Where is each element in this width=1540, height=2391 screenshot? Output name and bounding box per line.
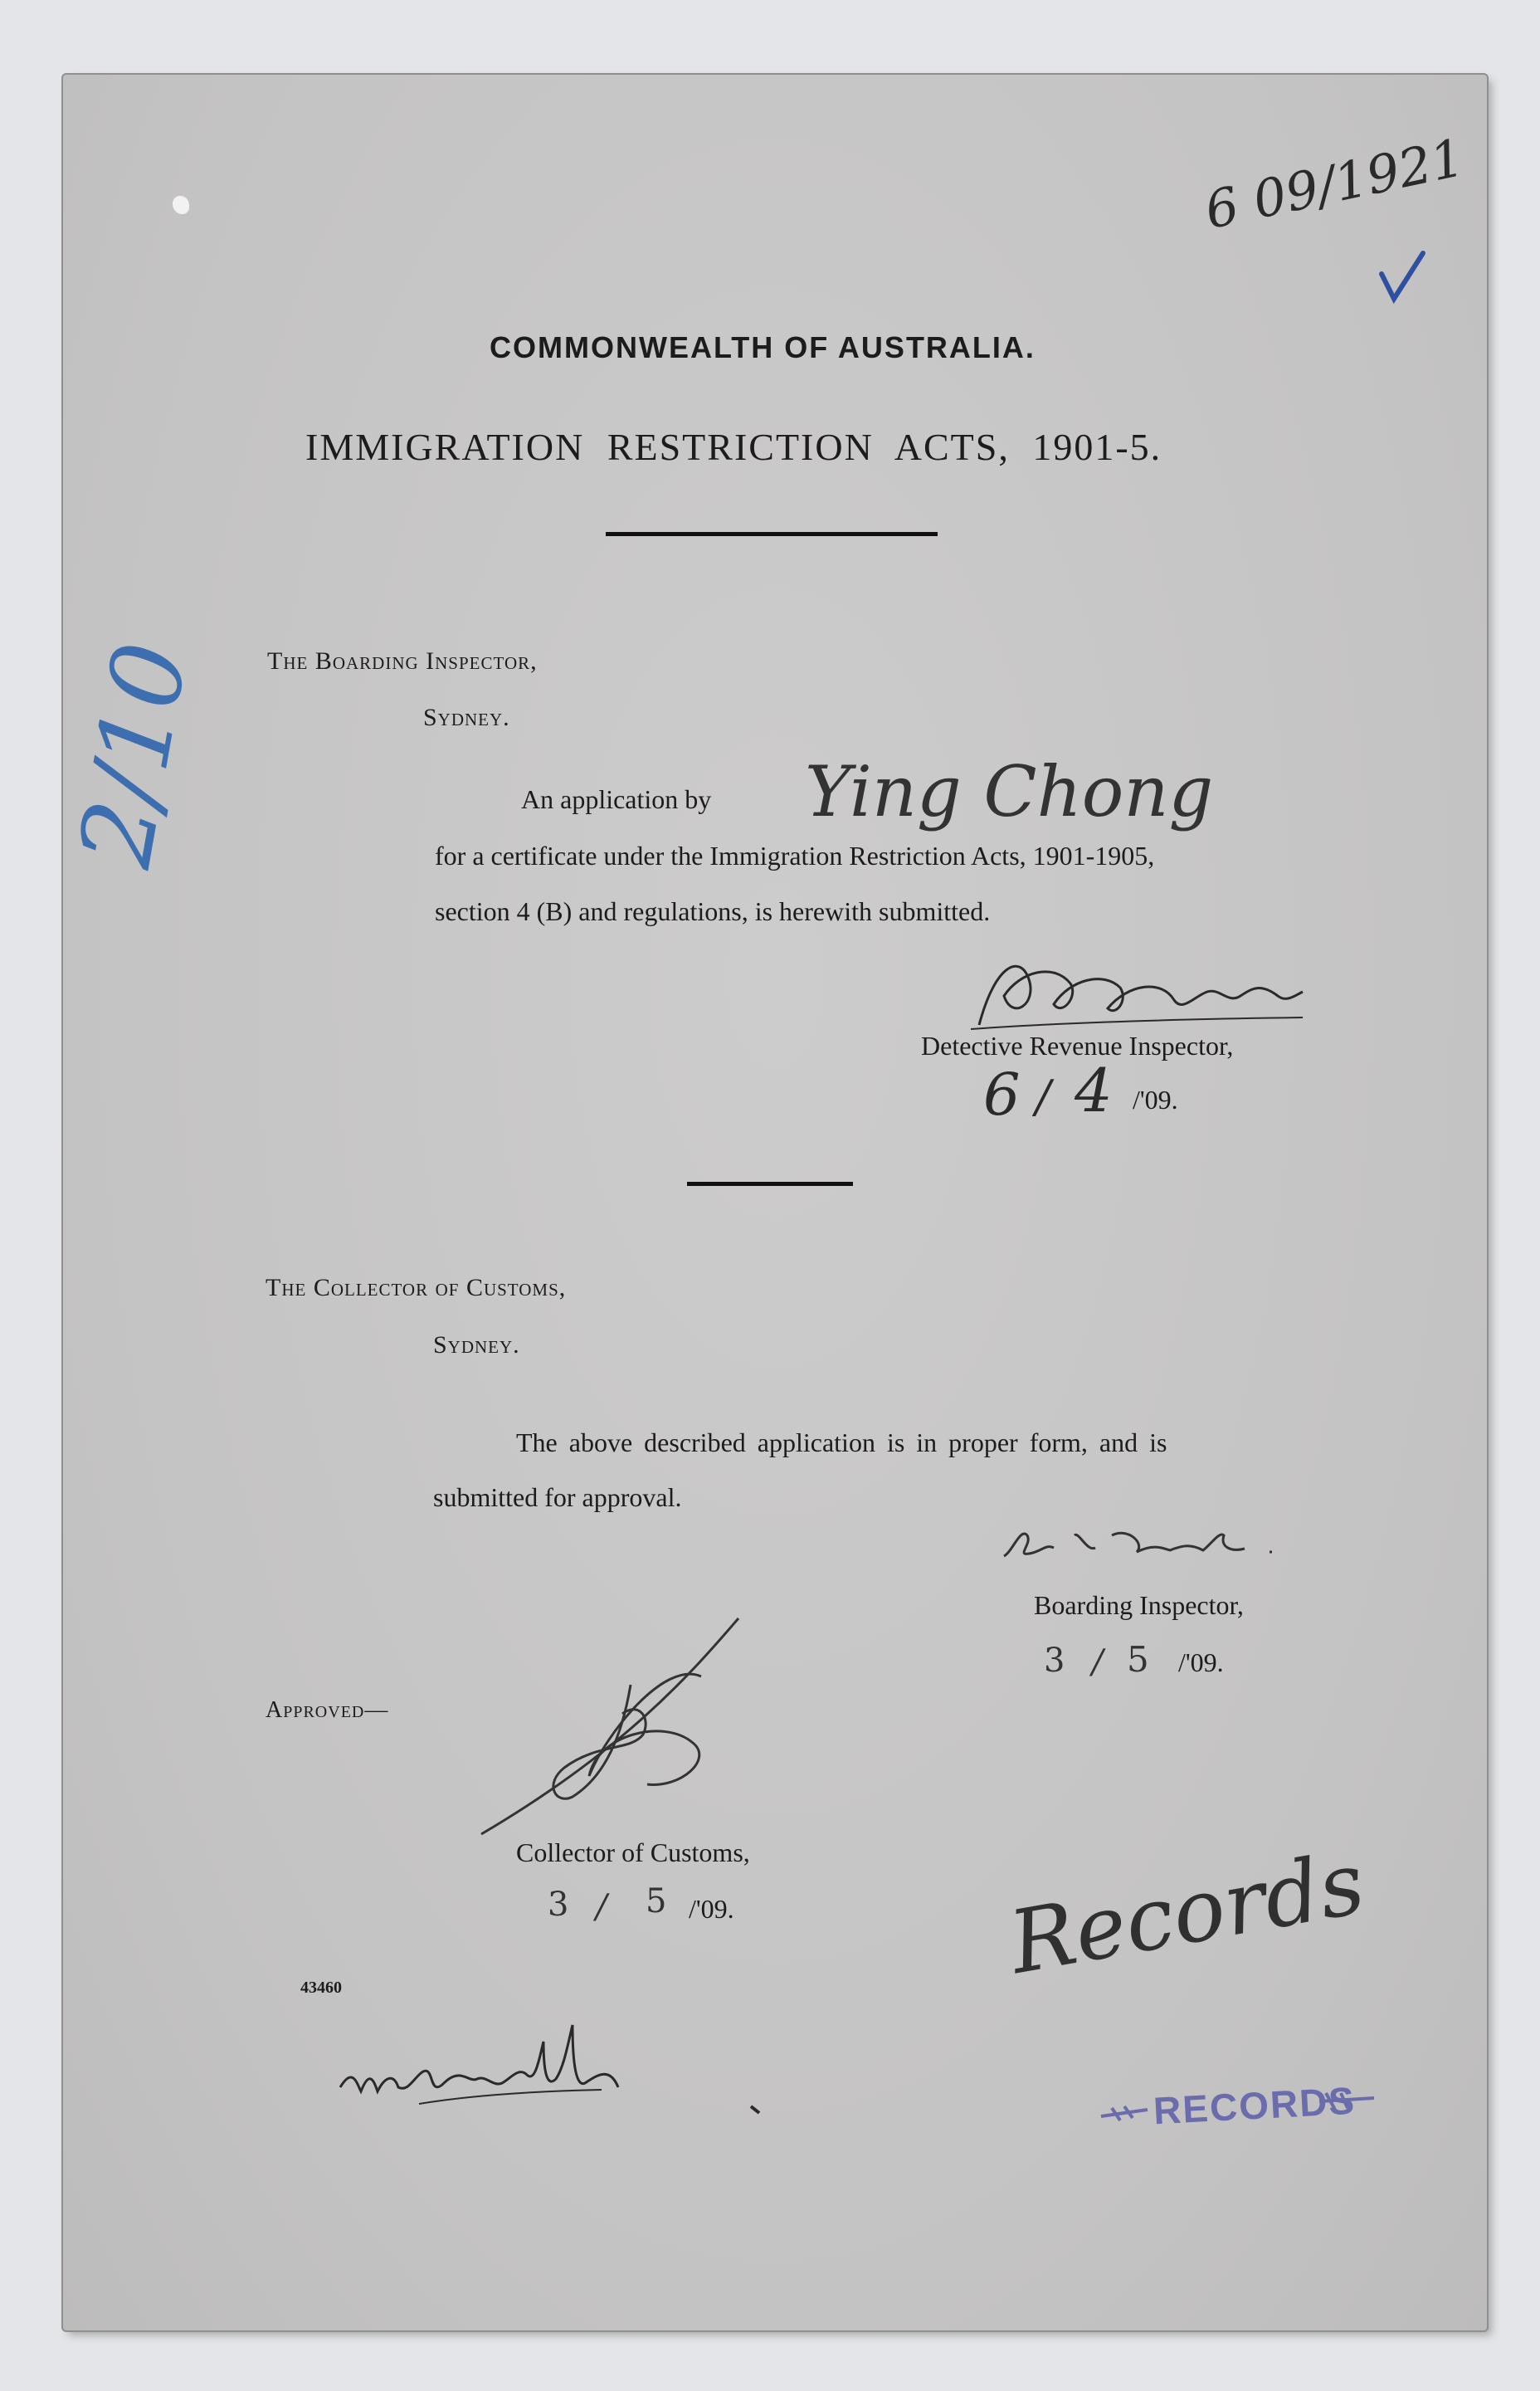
date-3-sep: / (596, 1888, 607, 1926)
bottom-left-signature (336, 2008, 768, 2133)
date-2-day: 3 (1044, 1642, 1065, 1680)
boarding-inspector-title: Boarding Inspector, (1034, 1590, 1244, 1620)
date-1-sep: / (1036, 1071, 1051, 1123)
date-1-month: 4 (1075, 1056, 1113, 1125)
collector-signature (473, 1610, 755, 1842)
boarding-inspector-addressee: The Boarding Inspector, (267, 647, 538, 675)
application-prefix: An application by (521, 784, 712, 814)
applicant-name: Ying Chong (805, 751, 1214, 832)
date-2-month: 5 (1127, 1639, 1149, 1680)
header-divider (606, 532, 938, 536)
date-1-day: 6 (983, 1061, 1021, 1129)
top-right-reference-note: 6 09/1921 (1199, 126, 1469, 242)
detective-signature (962, 946, 1311, 1037)
sydney-city-2: Sydney. (433, 1331, 520, 1359)
stamp-left-ornament-icon (1099, 2100, 1149, 2125)
country-heading: COMMONWEALTH OF AUSTRALIA. (490, 330, 1036, 364)
act-heading: IMMIGRATION RESTRICTION ACTS, 1901-5. (305, 426, 1162, 468)
approved-label: Approved— (266, 1697, 389, 1723)
approval-line-2: submitted for approval. (433, 1482, 682, 1512)
form-number: 43460 (300, 1979, 342, 1997)
margin-number-note: 2/10 (58, 634, 211, 876)
date-2-sep: / (1092, 1643, 1104, 1681)
stamp-right-ornament-icon (1318, 2090, 1376, 2115)
approval-line-1: The above described application is in proper form, and is (516, 1427, 1167, 1457)
collector-addressee: The Collector of Customs, (266, 1274, 567, 1301)
application-line-2: for a certificate under the Immigration Restriction Acts, 1901-1905, (435, 841, 1155, 871)
section-divider (687, 1182, 853, 1186)
date-3-day: 3 (548, 1886, 569, 1924)
application-line-3: section 4 (B) and regulations, is herewith submitted. (435, 896, 991, 926)
records-stamp: RECORDS (1152, 2078, 1357, 2133)
punch-hole (173, 196, 189, 214)
records-note: Records (1002, 1832, 1372, 1994)
date-3-year: /'09. (689, 1894, 734, 1924)
boarding-inspector-signature (996, 1519, 1311, 1569)
date-1-year: /'09. (1133, 1085, 1178, 1115)
document-sheet (63, 75, 1487, 2330)
detective-title: Detective Revenue Inspector, (921, 1031, 1234, 1061)
collector-title: Collector of Customs, (516, 1837, 750, 1867)
sydney-city-1: Sydney. (423, 704, 510, 731)
date-3-month: 5 (646, 1882, 667, 1920)
checkmark-icon (1377, 249, 1427, 307)
date-2-year: /'09. (1178, 1647, 1224, 1677)
